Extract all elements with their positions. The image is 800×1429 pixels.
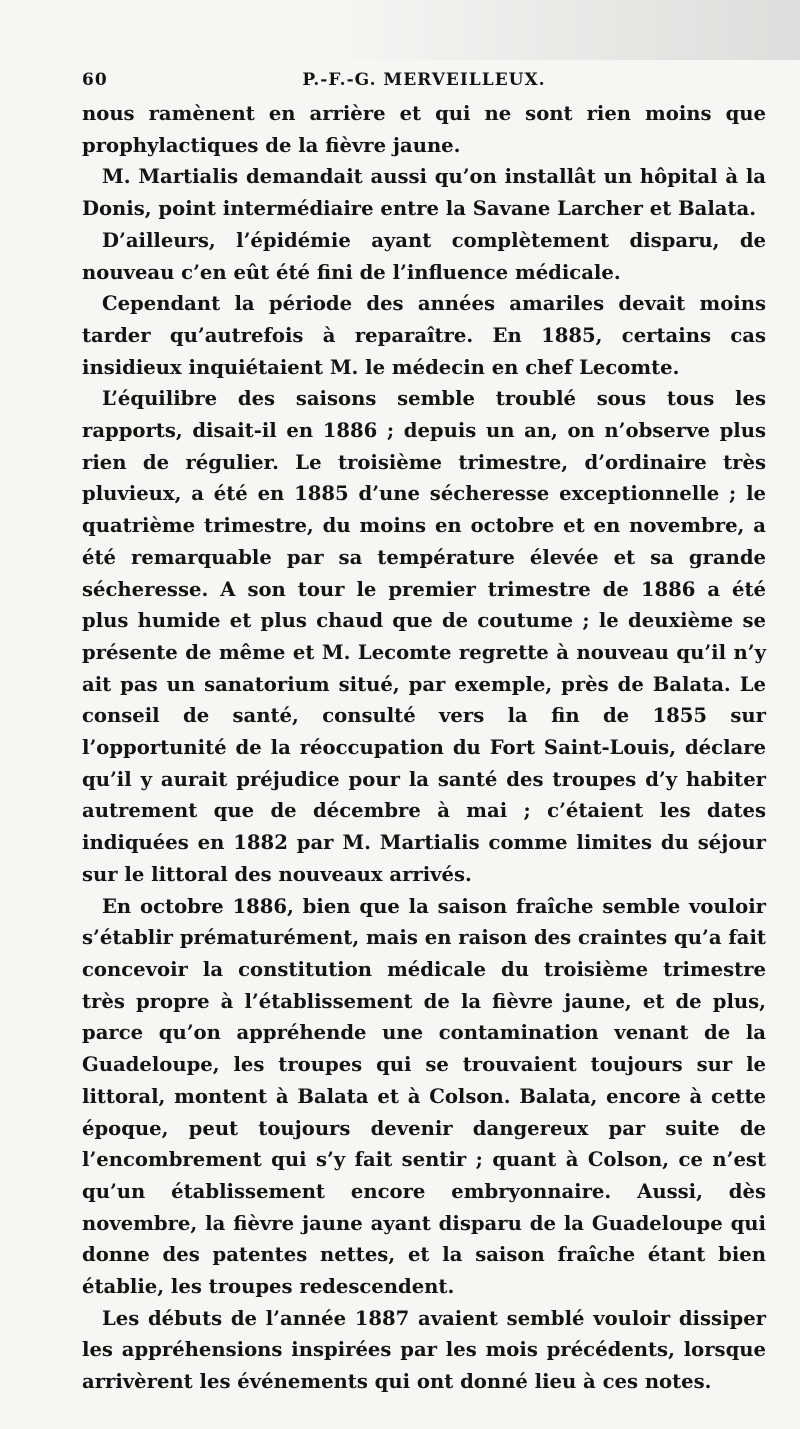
scan-edge-shading — [0, 0, 800, 60]
paragraph: L’équilibre des saisons semble troublé sous tous les rapports, disait-il en 1886 ; depuis un an, on n’observe plus rien de régulier. Le troisième trimestre, d’ordinaire très pluvieux, a été en 1885 d’une sécheresse exceptionnelle ; le quatrième trimestre, du moins en octobre et en novembre, a été remarquable par sa température élevée et sa grande sécheresse. A son tour le premier trimestre de 1886 a été plus humide et plus chaud que de coutume ; le deuxième se présente de même et M. Lecomte regrette à nouveau qu’il n’y ait pas un sanatorium situé, par exemple, près de Balata. Le conseil de santé, consulté vers la fin de 1855 sur l’opportunité de la réoccupation du Fort Saint-Louis, déclare qu’il y aurait préjudice pour la santé des troupes d’y habiter autrement que de décembre à mai ; c’étaient les dates indiquées en 1882 par M. Martialis comme limites du séjour sur le littoral des nouveaux arrivés. — [82, 387, 766, 886]
paragraph: M. Martialis demandait aussi qu’on installât un hôpital à la Donis, point intermédiaire entre la Savane Larcher et Balata. — [82, 165, 766, 221]
paragraph: En octobre 1886, bien que la saison fraîche semble vouloir s’établir prématurément, mais en raison des craintes qu’a fait concevoir la constitution médicale du troisième trimestre très propre à l’établissement de la fièvre jaune, et de plus, parce qu’on appréhende une contamination venant de la Guadeloupe, les troupes qui se trouvaient toujours sur le littoral, montent à Balata et à Colson. Balata, encore à cette époque, peut toujours devenir dangereux par suite de l’encombrement qui s’y fait sentir ; quant à Colson, ce n’est qu’un établissement encore embryonnaire. Aussi, dès novembre, la fièvre jaune ayant disparu de la Guadeloupe qui donne des patentes nettes, et la saison fraîche étant bien établie, les troupes redescendent. — [82, 894, 766, 1299]
paragraph: D’ailleurs, l’épidémie ayant complètement disparu, de nouveau c’en eût été fini de l’influence médicale. — [82, 228, 766, 284]
running-title-author: P.-F.-G. MERVEILLEUX. — [302, 70, 546, 90]
paragraph: Les débuts de l’année 1887 avaient semblé vouloir dissiper les appréhensions inspirées par les mois précédents, lorsque arrivèrent les événements qui ont donné lieu à ces notes. — [82, 1306, 766, 1394]
body-text — [82, 98, 766, 1398]
book-page — [82, 62, 766, 1398]
running-header — [82, 62, 766, 98]
page-number: 60 — [82, 70, 108, 90]
paragraph-continued: nous ramènent en arrière et qui ne sont rien moins que prophylactiques de la fièvre jaune. — [82, 102, 766, 157]
paragraph: Cependant la période des années amariles devait moins tarder qu’autrefois à reparaître. En 1885, certains cas insidieux inquiétaient M. le médecin en chef Lecomte. — [82, 292, 766, 379]
